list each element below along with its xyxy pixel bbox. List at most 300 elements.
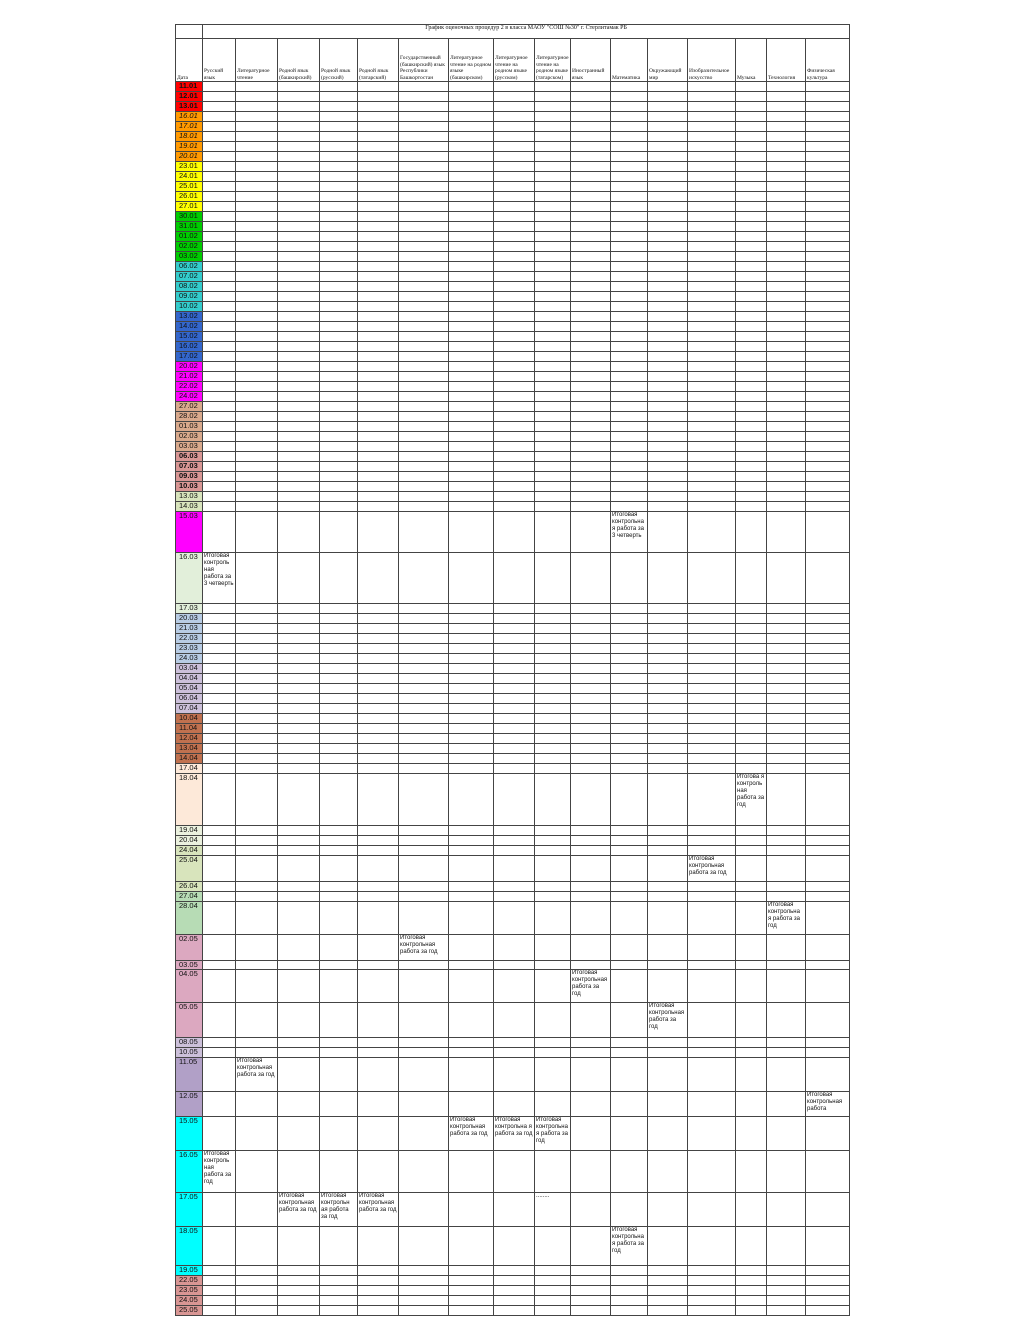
schedule-cell <box>806 744 850 754</box>
schedule-cell <box>320 212 358 222</box>
schedule-cell <box>571 82 611 92</box>
schedule-cell <box>358 222 399 232</box>
schedule-cell <box>611 1276 648 1286</box>
schedule-cell <box>399 322 449 332</box>
schedule-cell <box>767 322 806 332</box>
schedule-cell <box>320 242 358 252</box>
schedule-cell <box>806 452 850 462</box>
schedule-cell <box>320 432 358 442</box>
schedule-cell <box>320 262 358 272</box>
schedule-cell <box>648 970 688 1003</box>
table-row <box>176 132 850 142</box>
schedule-cell <box>236 764 278 774</box>
schedule-cell <box>320 882 358 892</box>
schedule-cell <box>494 846 535 856</box>
schedule-cell <box>320 372 358 382</box>
schedule-cell <box>494 432 535 442</box>
schedule-cell <box>278 252 320 262</box>
schedule-cell <box>571 502 611 512</box>
schedule-cell <box>399 482 449 492</box>
schedule-cell <box>767 332 806 342</box>
schedule-cell <box>278 162 320 172</box>
schedule-cell <box>806 624 850 634</box>
schedule-cell: Итоговая контрольная работа за год <box>236 1058 278 1092</box>
schedule-cell <box>278 856 320 882</box>
schedule-cell <box>571 553 611 604</box>
schedule-cell <box>688 212 736 222</box>
date-cell: 09.03 <box>176 472 203 482</box>
schedule-cell <box>571 644 611 654</box>
table-row <box>176 892 850 902</box>
schedule-cell <box>358 1092 399 1117</box>
schedule-cell <box>688 152 736 162</box>
schedule-cell <box>688 1266 736 1276</box>
schedule-cell <box>767 432 806 442</box>
schedule-cell: Итоговая контрольна я работа за 3 четверть <box>611 512 648 553</box>
schedule-cell <box>688 412 736 422</box>
schedule-cell <box>571 744 611 754</box>
schedule-cell <box>535 102 571 112</box>
schedule-cell <box>449 372 494 382</box>
schedule-cell <box>278 1286 320 1296</box>
schedule-cell <box>236 112 278 122</box>
schedule-cell <box>611 614 648 624</box>
schedule-cell <box>736 222 767 232</box>
schedule-cell <box>236 182 278 192</box>
schedule-cell <box>236 402 278 412</box>
schedule-cell <box>399 694 449 704</box>
schedule-cell <box>806 754 850 764</box>
schedule-cell <box>648 836 688 846</box>
schedule-cell <box>571 1117 611 1151</box>
schedule-cell <box>767 452 806 462</box>
schedule-cell <box>320 856 358 882</box>
schedule-cell <box>203 172 236 182</box>
schedule-cell <box>203 684 236 694</box>
schedule-cell <box>571 372 611 382</box>
schedule-cell <box>494 1193 535 1227</box>
schedule-cell <box>806 846 850 856</box>
date-cell: 21.03 <box>176 624 203 634</box>
schedule-cell <box>449 182 494 192</box>
schedule-cell <box>278 292 320 302</box>
schedule-cell <box>449 492 494 502</box>
table-row <box>176 1117 850 1151</box>
schedule-cell <box>399 1058 449 1092</box>
schedule-cell <box>203 322 236 332</box>
schedule-cell <box>767 764 806 774</box>
schedule-cell <box>494 112 535 122</box>
schedule-cell <box>767 302 806 312</box>
schedule-cell <box>648 1048 688 1058</box>
subject-header: Литературное чтение на родном языке (русском) <box>494 39 535 82</box>
schedule-cell <box>203 1296 236 1306</box>
schedule-cell <box>611 232 648 242</box>
date-cell: 15.05 <box>176 1117 203 1151</box>
schedule-cell <box>449 122 494 132</box>
subject-header: Родной язык (русский) <box>320 39 358 82</box>
schedule-cell <box>203 352 236 362</box>
schedule-cell <box>736 462 767 472</box>
schedule-cell <box>736 764 767 774</box>
schedule-cell <box>611 664 648 674</box>
schedule-cell <box>611 412 648 422</box>
schedule-cell <box>648 232 688 242</box>
schedule-cell <box>648 402 688 412</box>
table-row <box>176 412 850 422</box>
schedule-cell <box>203 634 236 644</box>
schedule-cell <box>736 1048 767 1058</box>
schedule-cell <box>320 1266 358 1276</box>
schedule-cell <box>278 412 320 422</box>
schedule-cell <box>278 826 320 836</box>
schedule-cell <box>236 132 278 142</box>
date-cell: 19.04 <box>176 826 203 836</box>
schedule-cell <box>688 502 736 512</box>
schedule-cell <box>736 382 767 392</box>
schedule-cell <box>203 1117 236 1151</box>
schedule-cell <box>358 362 399 372</box>
schedule-cell <box>399 182 449 192</box>
schedule-cell <box>648 1058 688 1092</box>
schedule-cell <box>648 132 688 142</box>
schedule-cell <box>648 654 688 664</box>
schedule-cell <box>494 836 535 846</box>
schedule-cell <box>571 412 611 422</box>
schedule-cell <box>236 970 278 1003</box>
schedule-cell <box>494 232 535 242</box>
schedule-cell <box>494 502 535 512</box>
schedule-cell <box>320 352 358 362</box>
schedule-cell <box>767 826 806 836</box>
schedule-cell <box>648 122 688 132</box>
subject-header: Иностранный язык <box>571 39 611 82</box>
schedule-cell <box>688 472 736 482</box>
schedule-cell <box>236 202 278 212</box>
schedule-cell <box>399 292 449 302</box>
schedule-cell <box>648 714 688 724</box>
schedule-cell <box>688 1227 736 1266</box>
schedule-cell <box>648 694 688 704</box>
table-row <box>176 1266 850 1276</box>
schedule-cell <box>535 232 571 242</box>
schedule-cell <box>767 222 806 232</box>
schedule-cell <box>278 202 320 212</box>
schedule-cell <box>278 892 320 902</box>
schedule-cell <box>320 744 358 754</box>
schedule-cell <box>358 242 399 252</box>
schedule-cell <box>767 192 806 202</box>
date-cell: 18.04 <box>176 774 203 826</box>
schedule-cell <box>399 1038 449 1048</box>
schedule-cell <box>611 1286 648 1296</box>
schedule-cell <box>535 262 571 272</box>
schedule-cell <box>767 704 806 714</box>
schedule-cell <box>399 1286 449 1296</box>
schedule-cell <box>449 744 494 754</box>
table-row <box>176 961 850 970</box>
schedule-cell <box>449 92 494 102</box>
schedule-cell <box>611 734 648 744</box>
schedule-cell <box>535 512 571 553</box>
schedule-cell <box>236 242 278 252</box>
table-row <box>176 1058 850 1092</box>
schedule-cell <box>494 826 535 836</box>
schedule-cell <box>736 634 767 644</box>
schedule-cell <box>358 512 399 553</box>
date-cell: 11.04 <box>176 724 203 734</box>
schedule-cell <box>571 764 611 774</box>
table-row <box>176 826 850 836</box>
schedule-cell <box>648 352 688 362</box>
schedule-cell <box>806 162 850 172</box>
schedule-cell <box>399 846 449 856</box>
schedule-cell <box>688 512 736 553</box>
schedule-cell: Итоговая контрольная работа за год <box>399 935 449 961</box>
date-cell: 03.03 <box>176 442 203 452</box>
table-row <box>176 856 850 882</box>
schedule-cell <box>571 1048 611 1058</box>
schedule-cell <box>535 724 571 734</box>
date-cell: 03.02 <box>176 252 203 262</box>
schedule-cell <box>535 172 571 182</box>
schedule-cell <box>236 624 278 634</box>
schedule-cell <box>806 694 850 704</box>
schedule-cell <box>278 714 320 724</box>
schedule-cell <box>767 774 806 826</box>
schedule-cell <box>767 846 806 856</box>
schedule-cell <box>320 1286 358 1296</box>
schedule-cell <box>494 462 535 472</box>
schedule-cell <box>236 392 278 402</box>
schedule-cell <box>736 654 767 664</box>
schedule-cell <box>399 604 449 614</box>
schedule-cell <box>688 714 736 724</box>
table-row <box>176 112 850 122</box>
schedule-cell <box>648 292 688 302</box>
schedule-cell <box>278 472 320 482</box>
schedule-cell <box>236 282 278 292</box>
schedule-cell <box>494 312 535 322</box>
schedule-cell <box>535 935 571 961</box>
schedule-cell <box>494 935 535 961</box>
schedule-cell <box>320 512 358 553</box>
schedule-cell <box>736 1038 767 1048</box>
schedule-cell <box>358 372 399 382</box>
schedule-cell <box>494 734 535 744</box>
schedule-cell <box>494 342 535 352</box>
schedule-cell <box>806 302 850 312</box>
schedule-cell <box>320 362 358 372</box>
schedule-cell <box>688 1092 736 1117</box>
schedule-cell <box>648 152 688 162</box>
schedule-cell <box>571 472 611 482</box>
schedule-cell <box>571 332 611 342</box>
table-row <box>176 332 850 342</box>
schedule-cell <box>648 604 688 614</box>
schedule-cell <box>736 674 767 684</box>
schedule-cell <box>688 242 736 252</box>
schedule-cell <box>535 362 571 372</box>
schedule-cell <box>767 352 806 362</box>
table-row <box>176 502 850 512</box>
table-row <box>176 970 850 1003</box>
schedule-cell <box>203 182 236 192</box>
schedule-cell <box>648 624 688 634</box>
schedule-cell <box>648 961 688 970</box>
schedule-cell <box>806 92 850 102</box>
subject-header: Физическая культура <box>806 39 850 82</box>
date-cell: 17.03 <box>176 604 203 614</box>
schedule-cell <box>449 553 494 604</box>
schedule-cell <box>358 272 399 282</box>
schedule-cell <box>320 392 358 402</box>
schedule-cell <box>767 382 806 392</box>
schedule-cell <box>571 1151 611 1193</box>
date-cell: 16.02 <box>176 342 203 352</box>
schedule-cell <box>535 422 571 432</box>
table-row <box>176 935 850 961</box>
schedule-cell <box>648 262 688 272</box>
schedule-cell <box>767 654 806 664</box>
schedule-cell <box>648 856 688 882</box>
schedule-cell <box>535 892 571 902</box>
date-cell: 02.02 <box>176 242 203 252</box>
schedule-cell <box>494 744 535 754</box>
schedule-cell <box>449 734 494 744</box>
schedule-cell <box>494 482 535 492</box>
schedule-cell <box>571 302 611 312</box>
schedule-cell <box>688 734 736 744</box>
schedule-cell <box>203 292 236 302</box>
schedule-cell <box>806 664 850 674</box>
schedule-cell <box>806 684 850 694</box>
schedule-cell <box>571 1227 611 1266</box>
schedule-cell <box>320 694 358 704</box>
schedule-cell <box>806 252 850 262</box>
schedule-cell <box>611 152 648 162</box>
schedule-cell <box>688 342 736 352</box>
schedule-cell <box>611 553 648 604</box>
schedule-cell <box>449 282 494 292</box>
schedule-cell <box>203 202 236 212</box>
schedule-cell <box>399 412 449 422</box>
table-row <box>176 604 850 614</box>
schedule-cell <box>571 222 611 232</box>
schedule-cell <box>688 774 736 826</box>
schedule-cell <box>767 1276 806 1286</box>
schedule-cell <box>320 774 358 826</box>
schedule-cell <box>449 704 494 714</box>
schedule-cell <box>278 704 320 714</box>
schedule-cell <box>358 502 399 512</box>
table-row <box>176 302 850 312</box>
date-cell: 31.01 <box>176 222 203 232</box>
schedule-cell <box>767 1151 806 1193</box>
schedule-cell <box>358 342 399 352</box>
schedule-cell <box>278 442 320 452</box>
schedule-cell <box>736 724 767 734</box>
schedule-cell <box>736 452 767 462</box>
schedule-cell <box>571 684 611 694</box>
schedule-cell <box>358 1296 399 1306</box>
schedule-cell <box>203 122 236 132</box>
table-row <box>176 704 850 714</box>
schedule-cell <box>320 322 358 332</box>
schedule-cell <box>320 412 358 422</box>
schedule-cell <box>236 961 278 970</box>
schedule-cell <box>535 462 571 472</box>
schedule-cell <box>736 412 767 422</box>
schedule-cell <box>535 882 571 892</box>
schedule-cell <box>806 836 850 846</box>
schedule-cell <box>611 654 648 664</box>
table-row <box>176 82 850 92</box>
schedule-cell <box>358 1038 399 1048</box>
date-cell: 20.03 <box>176 614 203 624</box>
schedule-cell <box>571 172 611 182</box>
schedule-cell <box>449 322 494 332</box>
schedule-cell <box>399 724 449 734</box>
schedule-cell <box>688 1286 736 1296</box>
schedule-cell <box>236 372 278 382</box>
schedule-cell <box>449 482 494 492</box>
schedule-cell <box>688 764 736 774</box>
schedule-cell <box>688 1117 736 1151</box>
schedule-cell <box>648 502 688 512</box>
table-row <box>176 1296 850 1306</box>
schedule-cell <box>358 734 399 744</box>
schedule-cell <box>688 392 736 402</box>
schedule-cell <box>767 392 806 402</box>
schedule-cell <box>688 684 736 694</box>
schedule-cell <box>320 1038 358 1048</box>
schedule-cell <box>203 192 236 202</box>
date-cell: 20.04 <box>176 836 203 846</box>
schedule-cell <box>688 322 736 332</box>
schedule-cell <box>494 412 535 422</box>
schedule-cell <box>278 362 320 372</box>
schedule-cell <box>358 724 399 734</box>
schedule-cell <box>203 1227 236 1266</box>
schedule-cell <box>736 172 767 182</box>
schedule-cell <box>767 482 806 492</box>
schedule-cell <box>236 684 278 694</box>
schedule-cell <box>611 132 648 142</box>
schedule-cell <box>494 512 535 553</box>
schedule-cell <box>399 826 449 836</box>
schedule-cell <box>278 212 320 222</box>
schedule-cell <box>736 1151 767 1193</box>
schedule-cell <box>320 502 358 512</box>
schedule-cell <box>806 472 850 482</box>
schedule-cell <box>494 624 535 634</box>
schedule-cell <box>736 182 767 192</box>
schedule-cell <box>648 282 688 292</box>
schedule-cell <box>203 302 236 312</box>
schedule-cell <box>203 492 236 502</box>
schedule-cell <box>449 846 494 856</box>
schedule-cell <box>399 362 449 372</box>
schedule-cell <box>449 961 494 970</box>
schedule-cell <box>535 202 571 212</box>
schedule-cell <box>688 1038 736 1048</box>
schedule-cell <box>736 714 767 724</box>
table-row <box>176 774 850 826</box>
schedule-cell <box>535 604 571 614</box>
schedule-cell <box>399 744 449 754</box>
schedule-cell <box>203 1266 236 1276</box>
